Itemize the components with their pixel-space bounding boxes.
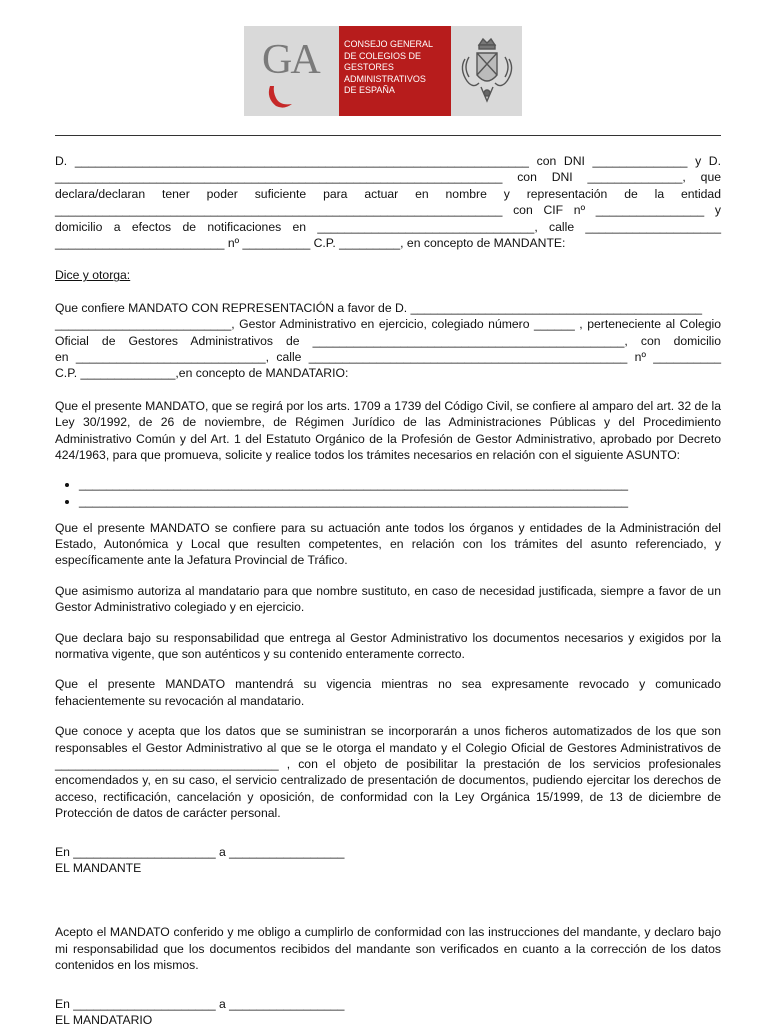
signature-place-date: En _____________________ a _________________ xyxy=(55,844,345,859)
paragraph-substitute: Que asimismo autoriza al mandatario para que nombre sustituto, en caso de necesidad justificada, siempre a favor de un Gestor Administrativo colegiado y en ejercicio. xyxy=(55,583,721,615)
logo-text: GA xyxy=(262,37,319,83)
mandatario-line: en ____________________________, calle _______________________________________________ nº __________ xyxy=(55,350,721,365)
mandatario-line: C.P. ______________,en concepto de MANDATARIO: xyxy=(55,366,349,381)
paragraph-scope: Que el presente MANDATO se confiere para su actuación ante todos los órganos y entidades de la Administración del Estado, Autonómica y Local que resulten competentes, en relación con los trámites del asunto referenciado, y específicamente ante la Jefatura Provincial de Tráfico. xyxy=(55,520,721,568)
paragraph-validity: Que el presente MANDATO mantendrá su vigencia mientras no sea expresamente revocado y comunicado fehacientemente su revocación al mandatario. xyxy=(55,677,721,708)
mandatario-section xyxy=(55,300,721,382)
logo xyxy=(244,26,339,116)
mandante-section xyxy=(55,153,721,251)
mandante-line: domicilio a efectos de notificaciones en ________________________________, calle ____________________ xyxy=(55,219,721,234)
letterhead xyxy=(244,26,522,116)
paragraph-documents: Que declara bajo su responsabilidad que entrega al Gestor Administrativo los documentos necesarios y exigidos por la normativa vigente, que son auténticos y su contenido enteramente correcto. xyxy=(55,630,721,661)
mandante-line: declara/declaran tener poder suficiente para actuar en nombre y representación de la entidad xyxy=(55,186,721,201)
signature-block-mandatario xyxy=(55,996,721,1028)
mandante-line: D. ___________________________________________________________________ con DNI ______________ y D. xyxy=(55,154,721,168)
signature-place-date: En _____________________ a _________________ xyxy=(55,996,345,1011)
paragraph-acceptance: Acepto el MANDATO conferido y me obligo a cumplirlo de conformidad con las instrucciones del mandante, y declaro bajo mi responsabilidad que los documentos recibidos del mandante son verificados en cuanto a la corrección de los datos contenidos en los mismos. xyxy=(55,925,721,973)
logo-swoosh-icon xyxy=(266,84,296,110)
asunto-item: • _________________________________________________________________________________ xyxy=(79,476,721,493)
seal xyxy=(451,26,522,116)
mandante-line: _________________________ nº __________ C.P. _________, en concepto de MANDANTE: xyxy=(55,236,566,251)
paragraph-legal-basis: Que el presente MANDATO, que se regirá por los arts. 1709 a 1739 del Código Civil, se confiere al amparo del art. 32 de la Ley 30/1992, de 26 de noviembre, de Régimen Jurídico de las Administraciones Públicas y del Procedimiento Administrativo Común y del Art. 1 del Estatuto Orgánico de la Profesión de Gestor Administrativo, aprobado por Decreto 424/1963, para que promueva, solicite y realice todos los trámites necesarios en relación con el siguiente ASUNTO: xyxy=(55,398,721,463)
mandante-line: __________________________________________________________________ con CIF nº ________________ y xyxy=(55,203,721,218)
mandatario-line: Oficial de Gestores Administrativos de ______________________________________________, con domicilio xyxy=(55,333,721,348)
organization-name: CONSEJO GENERAL DE COLEGIOS DE GESTORES ADMINISTRATIVOS DE ESPAÑA xyxy=(339,26,451,116)
mandante-line: __________________________________________________________________ con DNI ______________, que xyxy=(55,170,721,185)
signature-label: EL MANDANTE xyxy=(55,861,142,875)
asunto-item: • _________________________________________________________________________________ xyxy=(79,493,721,510)
mandatario-line: __________________________, Gestor Administrativo en ejercicio, colegiado número ______ , perteneciente al Colegio xyxy=(55,317,721,332)
asunto-list xyxy=(55,476,721,510)
paragraph-data-protection: Que conoce y acepta que los datos que se suministran se incorporarán a unos ficheros automatizados de los que son responsables el Gestor Administrativo al que se le otorga el mandato y el Colegio Oficial de Gestores Administrativos de _________________________________ , con el objeto de posibilitar la prestación de los servicios profesionales encomendados y, en su caso, el servicio centralizado de presentación de documentos, pudiendo ejercitar los derechos de acceso, rectificación, cancelación y oposición, de conformidad con la Ley Orgánica 15/1999, de 13 de diciembre de Protección de datos de carácter personal. xyxy=(55,724,721,821)
signature-label: EL MANDATARIO xyxy=(55,1013,153,1028)
signature-block-mandante xyxy=(55,844,721,877)
header-divider xyxy=(55,135,721,136)
section-heading: Dice y otorga: xyxy=(55,268,131,283)
mandate-document xyxy=(55,153,721,1028)
mandatario-line: Que confiere MANDATO CON REPRESENTACIÓN a favor de D. ___________________________________________ xyxy=(55,300,703,315)
coat-of-arms-icon xyxy=(457,35,517,107)
